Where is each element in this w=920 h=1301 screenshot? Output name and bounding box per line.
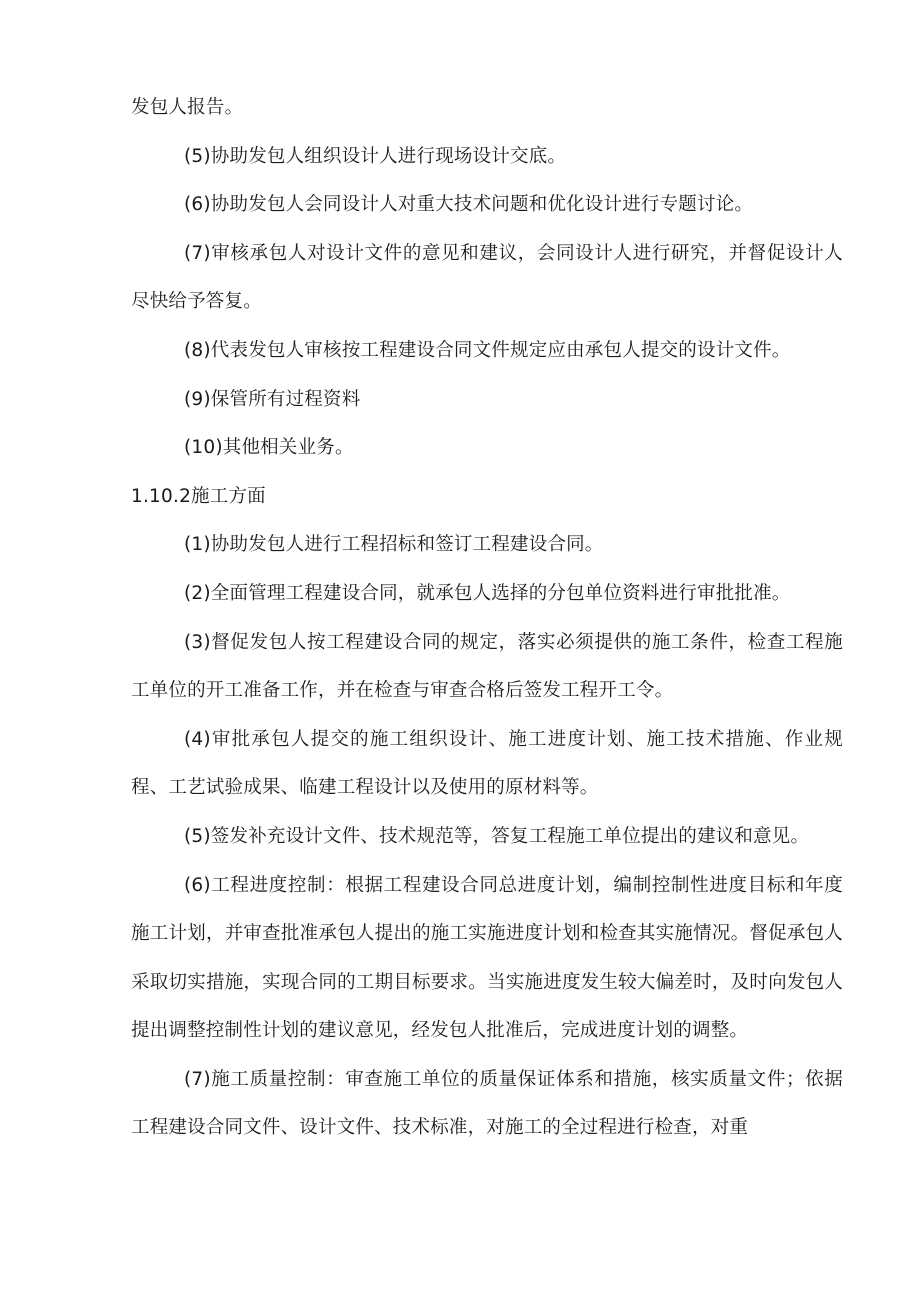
paragraph-construction-item-1: (1)协助发包人进行工程招标和签订工程建设合同。: [184, 534, 604, 556]
paragraph-design-item-6: (6)协助发包人会同设计人对重大技术问题和优化设计进行专题讨论。: [184, 194, 754, 216]
paragraph-construction-item-4: (4)审批承包人提交的施工组织设计、施工进度计划、施工技术措施、作业规程、工艺试验成果、临建工程设计以及使用的原材料等。: [131, 728, 843, 799]
paragraph-design-item-10: (10)其他相关业务。: [184, 437, 354, 459]
paragraph-construction-item-6: (6)工程进度控制：根据工程建设合同总进度计划，编制控制性进度目标和年度施工计划，并审查批准承包人提出的施工实施进度计划和检查其实施情况。督促承包人采取切实措施，实现合同的工期目标要求。当实施进度发生较大偏差时，及时向发包人提出调整控制性计划的建议意见，经发包人批准后，完成进度计划的调整。: [131, 874, 843, 1042]
document-body: [131, 84, 843, 1153]
paragraph-continued: 发包人报告。: [131, 97, 244, 118]
paragraph-construction-item-7: (7)施工质量控制：审查施工单位的质量保证体系和措施，核实质量文件；依据工程建设合同文件、设计文件、技术标准，对施工的全过程进行检查，对重: [131, 1068, 843, 1139]
paragraph-design-item-8: (8)代表发包人审核按工程建设合同文件规定应由承包人提交的设计文件。: [184, 339, 791, 361]
paragraph-construction-item-3: (3)督促发包人按工程建设合同的规定，落实必须提供的施工条件，检查工程施工单位的开工准备工作，并在检查与审查合格后签发工程开工令。: [131, 631, 843, 702]
paragraph-construction-item-5: (5)签发补充设计文件、技术规范等，答复工程施工单位提出的建议和意见。: [184, 825, 810, 847]
paragraph-design-item-9: (9)保管所有过程资料: [184, 388, 361, 410]
paragraph-design-item-5: (5)协助发包人组织设计人进行现场设计交底。: [184, 145, 567, 167]
paragraph-construction-item-2: (2)全面管理工程建设合同，就承包人选择的分包单位资料进行审批批准。: [184, 582, 791, 604]
section-heading-1-10-2: 1.10.2施工方面: [131, 485, 266, 507]
paragraph-design-item-7: (7)审核承包人对设计文件的意见和建议，会同设计人进行研究，并督促设计人尽快给予答复。: [131, 242, 843, 313]
